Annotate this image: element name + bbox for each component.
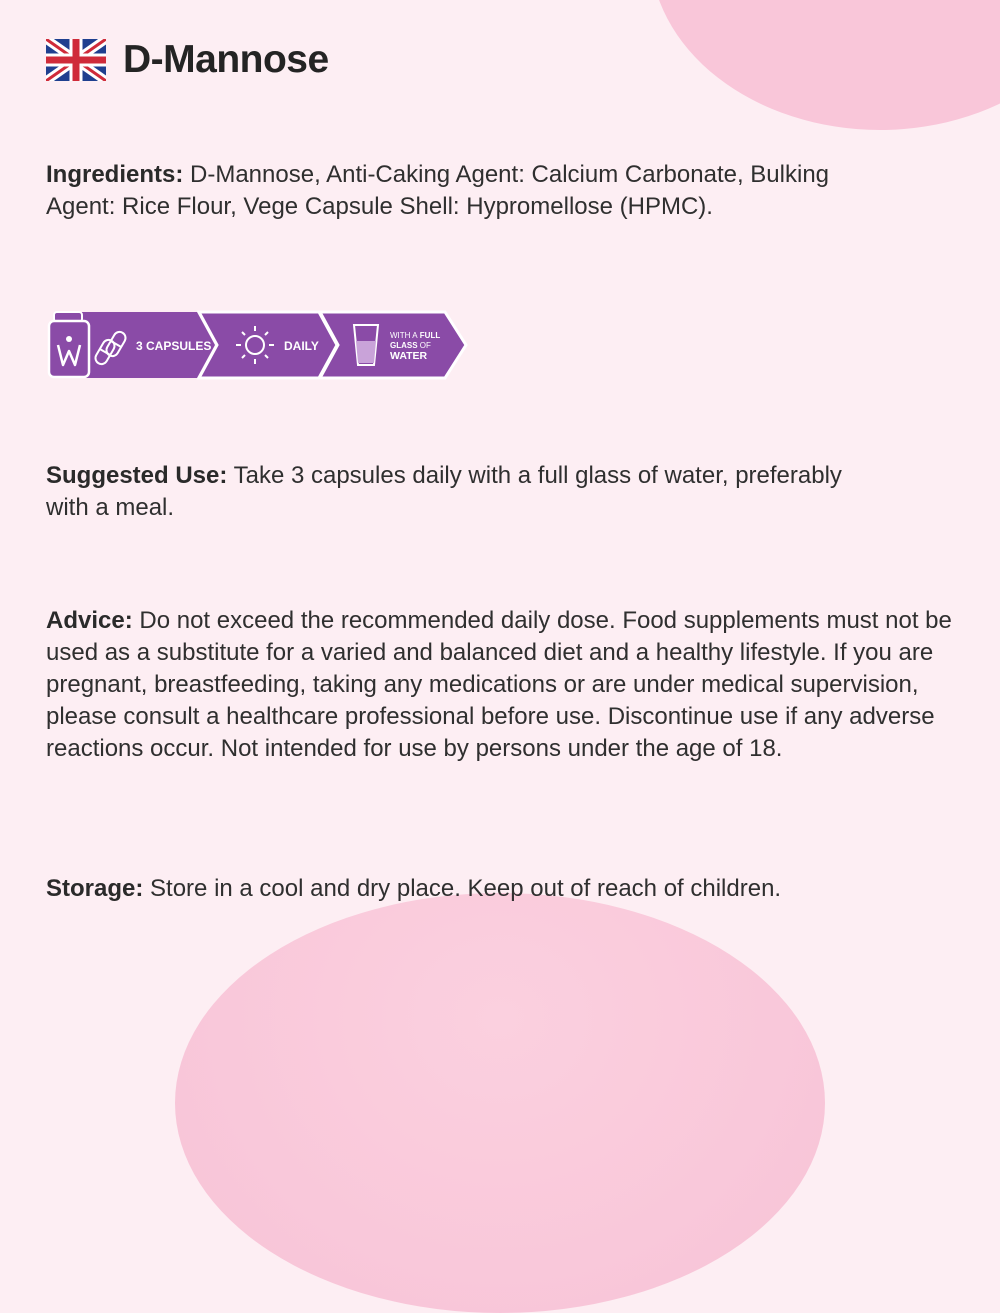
suggested-use-text: Take 3 capsules daily with a full glass of water, preferably with a meal. xyxy=(46,462,842,521)
suggested-use-label: Suggested Use: xyxy=(46,462,228,489)
decorative-blob-top xyxy=(650,0,1000,130)
advice-section xyxy=(46,605,976,765)
water-text-line3: WATER xyxy=(390,350,428,362)
water-glass: GLASS xyxy=(390,341,418,350)
capsules-label: 3 CAPSULES xyxy=(136,339,212,353)
daily-label: DAILY xyxy=(284,339,319,353)
water-text-line2 xyxy=(390,341,431,350)
decorative-blob-bottom xyxy=(175,893,825,1313)
ingredients-text: D-Mannose, Anti-Caking Agent: Calcium Carbonate, Bulking Agent: Rice Flour, Vege Capsule Shell: Hypromellose (HPMC). xyxy=(46,161,830,220)
ingredients-label: Ingredients: xyxy=(46,161,184,188)
water-prefix: WITH A xyxy=(390,331,418,340)
bottle-logo-icon xyxy=(49,312,89,377)
storage-text: Store in a cool and dry place. Keep out of reach of children. xyxy=(150,875,782,902)
advice-label: Advice: xyxy=(46,607,133,634)
ingredients-section xyxy=(46,159,886,223)
water-of: OF xyxy=(419,341,431,350)
suggested-use-section xyxy=(46,460,846,524)
water-text-line1 xyxy=(390,331,440,340)
page-header xyxy=(46,38,329,82)
storage-section xyxy=(46,873,966,905)
dosage-banner xyxy=(47,309,469,381)
advice-text: Do not exceed the recommended daily dose. Food supplements must not be used as a substitute for a varied and balanced diet and a healthy lifestyle. If you are pregnant, breastfeeding, taking any medications or are under medical supervision, please consult a healthcare professional before use. Discontinue use if any adverse reactions occur. Not intended for use by persons under the age of 18. xyxy=(46,607,952,762)
product-title: D-Mannose xyxy=(123,38,329,81)
uk-flag-icon xyxy=(46,39,106,81)
water-full: FULL xyxy=(419,331,441,340)
storage-label: Storage: xyxy=(46,875,144,902)
